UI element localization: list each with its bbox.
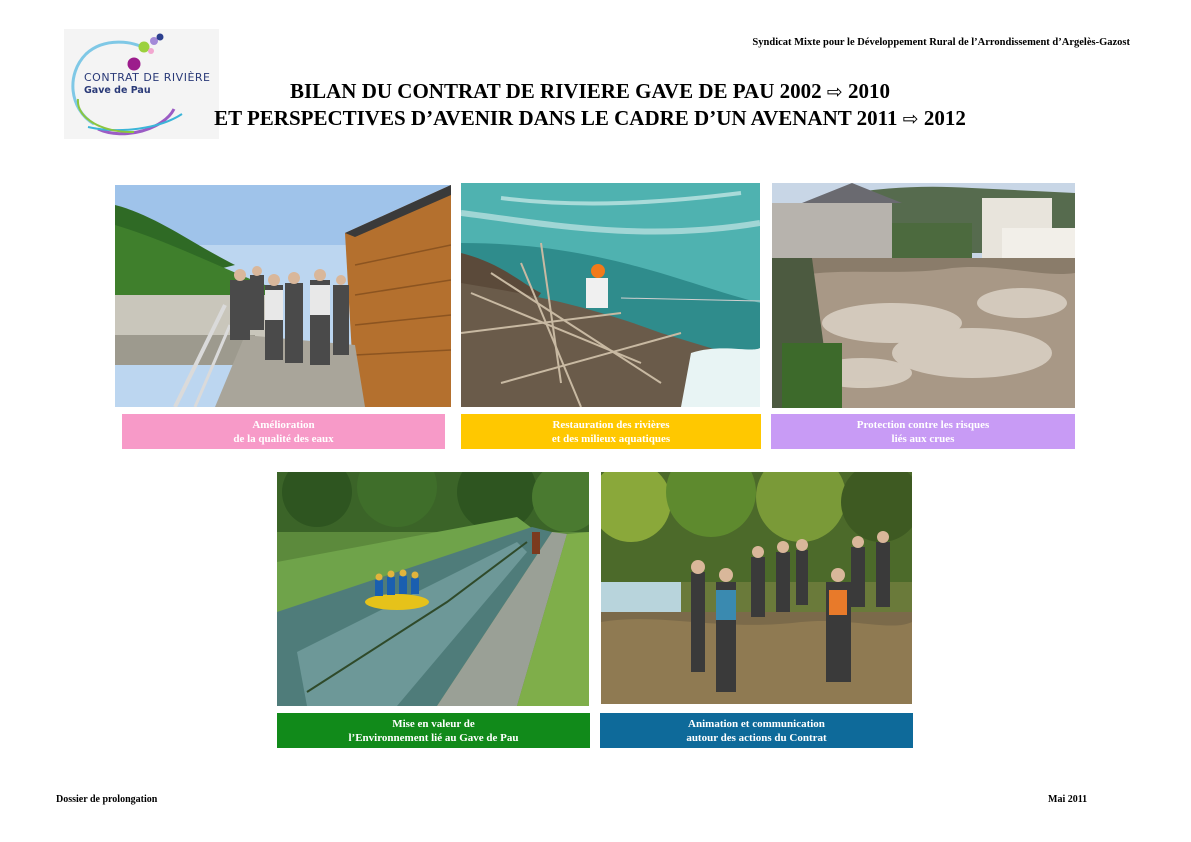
- photo-rafting: [277, 472, 589, 706]
- page-title-line-1: [90, 79, 1090, 104]
- right-arrow-icon: ⇨: [902, 108, 919, 130]
- organization-name: Syndicat Mixte pour le Développement Rural de l’Arrondissement d’Argelès-Gazost: [752, 37, 1130, 48]
- theme-3-line-1: Protection contre les risques: [856, 418, 990, 431]
- footer-date: Mai 2011: [1048, 794, 1088, 805]
- title-2-year: 2012: [923, 106, 966, 130]
- photo-flood: [772, 183, 1075, 408]
- theme-3-line-2: liés aux crues: [891, 432, 955, 445]
- photo-education-outing: [601, 472, 912, 704]
- theme-flood-protection: [771, 414, 1075, 449]
- page-title-line-2: [90, 106, 1090, 131]
- theme-5-line-2: autour des actions du Contrat: [686, 731, 827, 744]
- theme-river-restoration: [461, 414, 761, 449]
- logo-title: CONTRAT DE RIVIÈRE: [84, 71, 211, 84]
- footer-document-type: Dossier de prolongation: [56, 794, 158, 805]
- theme-5-line-1: Animation et communication: [688, 717, 825, 730]
- title-2-text: ET PERSPECTIVES D’AVENIR DANS LE CADRE D’UN AVENANT 2011: [214, 106, 898, 130]
- theme-4-line-1: Mise en valeur de: [392, 717, 475, 730]
- theme-1-line-1: Amélioration: [252, 418, 315, 431]
- theme-4-line-2: l’Environnement lié au Gave de Pau: [348, 731, 519, 744]
- theme-1-line-2: de la qualité des eaux: [233, 432, 334, 445]
- theme-2-line-2: et des milieux aquatiques: [551, 432, 671, 445]
- theme-water-quality: [122, 414, 445, 449]
- theme-communication: [600, 713, 913, 748]
- logo-subtitle: Gave de Pau: [84, 85, 151, 96]
- title-1-text: BILAN DU CONTRAT DE RIVIERE GAVE DE PAU 2002: [289, 79, 822, 103]
- title-1-year: 2010: [848, 79, 891, 103]
- theme-2-line-1: Restauration des rivières: [552, 418, 670, 431]
- theme-environment-enhancement: [277, 713, 590, 748]
- photo-water-treatment-visit: [115, 185, 451, 407]
- photo-river-restoration: [461, 183, 760, 407]
- right-arrow-icon: ⇨: [826, 81, 843, 103]
